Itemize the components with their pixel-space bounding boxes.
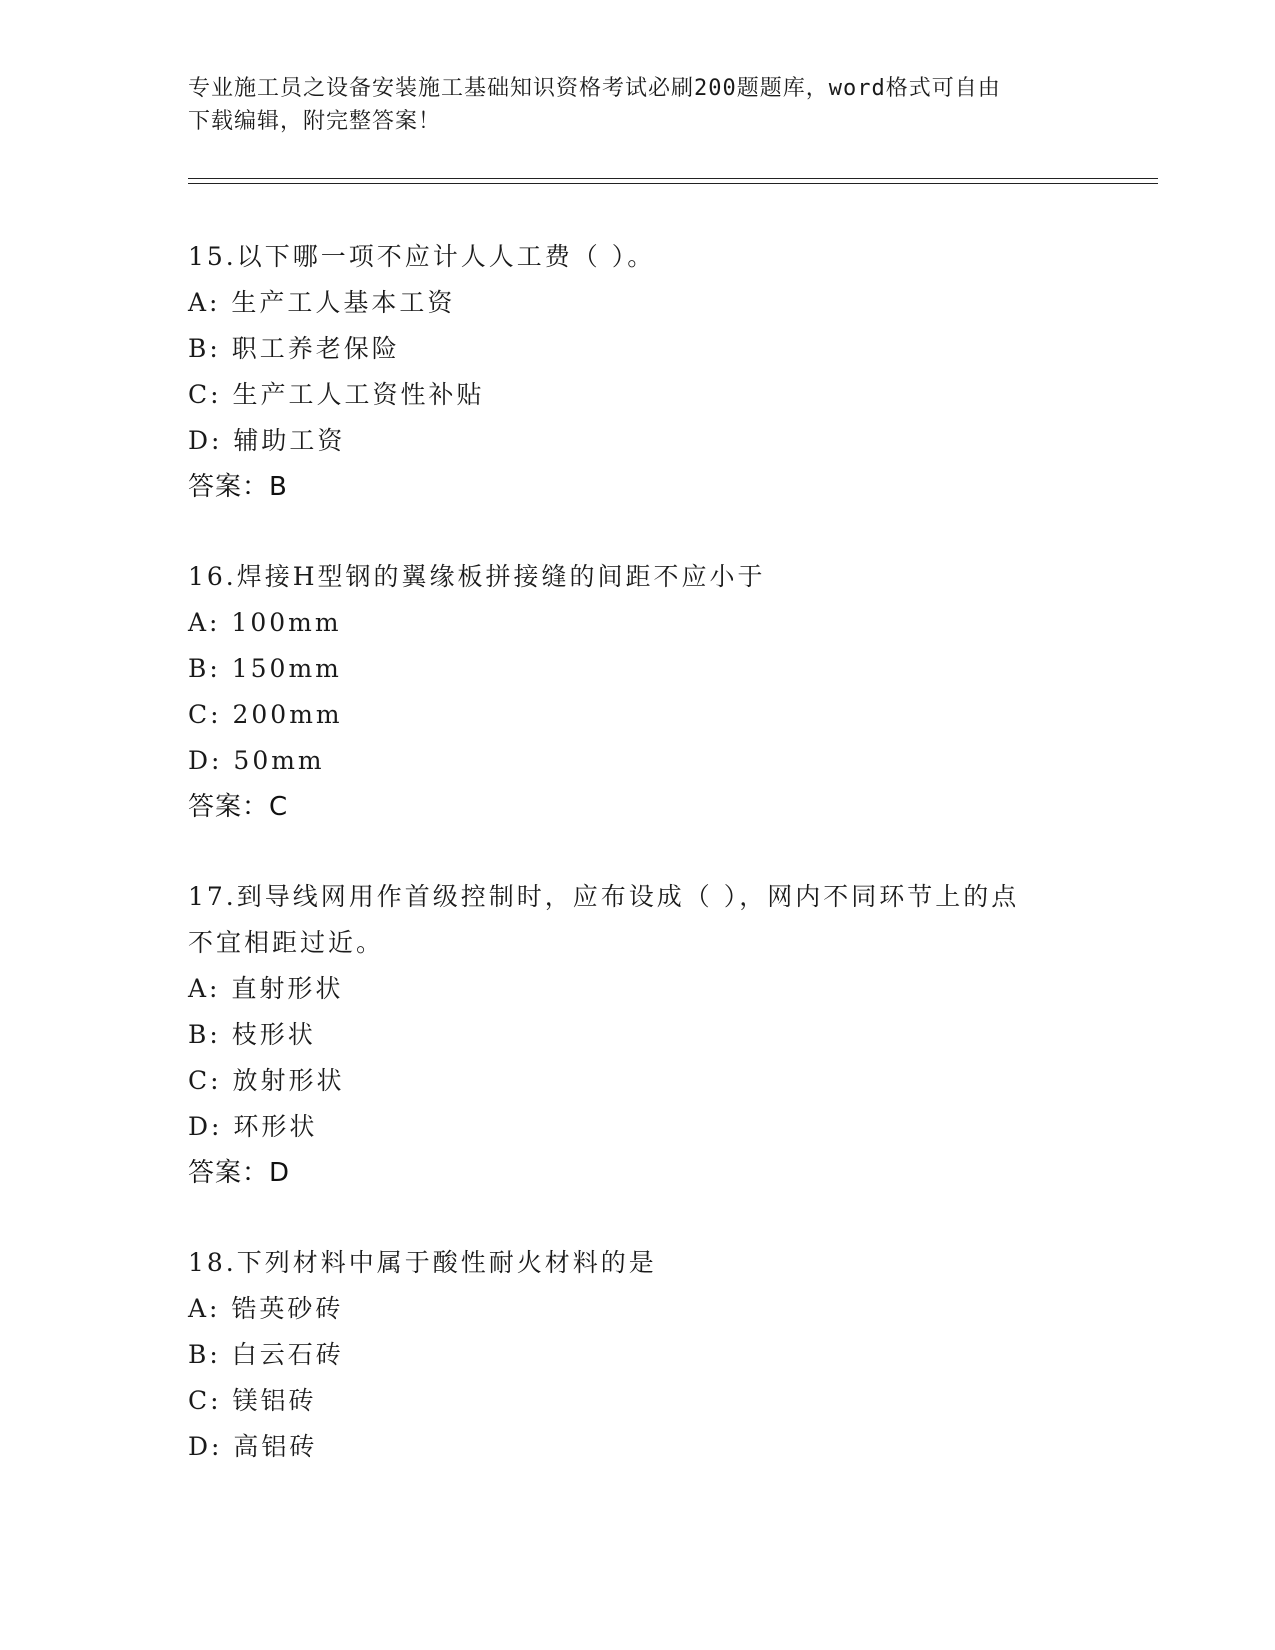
question-15 xyxy=(188,234,1088,510)
option-a: A: 100mm xyxy=(188,608,342,637)
option-a: A: 锆英砂砖 xyxy=(188,1294,344,1323)
option-b: B: 150mm xyxy=(188,654,342,683)
option-d: D: 50mm xyxy=(188,746,325,775)
header-rule-bottom xyxy=(188,183,1158,184)
answer-label: 答案：C xyxy=(188,792,289,822)
document-header xyxy=(188,72,1068,138)
header-line-1: 专业施工员之设备安装施工基础知识资格考试必刷200题题库，word格式可自由 xyxy=(188,76,1001,101)
question-stem: 16.焊接H型钢的翼缘板拼接缝的间距不应小于 xyxy=(188,562,766,591)
header-rule-top xyxy=(188,178,1158,179)
option-d: D: 辅助工资 xyxy=(188,426,346,455)
question-list xyxy=(188,234,1088,1514)
option-a: A: 直射形状 xyxy=(188,974,344,1003)
question-stem-line-1: 17.到导线网用作首级控制时，应布设成（ ），网内不同环节上的点 xyxy=(188,882,1020,911)
question-18 xyxy=(188,1240,1088,1470)
header-line-2: 下载编辑，附完整答案！ xyxy=(188,109,442,134)
option-d: D: 环形状 xyxy=(188,1112,318,1141)
option-c: C: 200mm xyxy=(188,700,343,729)
option-c: C: 放射形状 xyxy=(188,1066,345,1095)
option-a: A: 生产工人基本工资 xyxy=(188,288,456,317)
option-d: D: 高铝砖 xyxy=(188,1432,318,1461)
answer-label: 答案：B xyxy=(188,472,288,502)
option-b: B: 职工养老保险 xyxy=(188,334,400,363)
question-stem: 18.下列材料中属于酸性耐火材料的是 xyxy=(188,1248,657,1277)
option-c: C: 生产工人工资性补贴 xyxy=(188,380,485,409)
option-b: B: 枝形状 xyxy=(188,1020,316,1049)
answer-label: 答案：D xyxy=(188,1158,291,1188)
question-stem-line-2: 不宜相距过近。 xyxy=(188,928,385,957)
option-c: C: 镁铝砖 xyxy=(188,1386,317,1415)
question-17 xyxy=(188,874,1088,1196)
question-stem: 15.以下哪一项不应计人人工费（ ）。 xyxy=(188,242,656,271)
question-16 xyxy=(188,554,1088,830)
option-b: B: 白云石砖 xyxy=(188,1340,344,1369)
